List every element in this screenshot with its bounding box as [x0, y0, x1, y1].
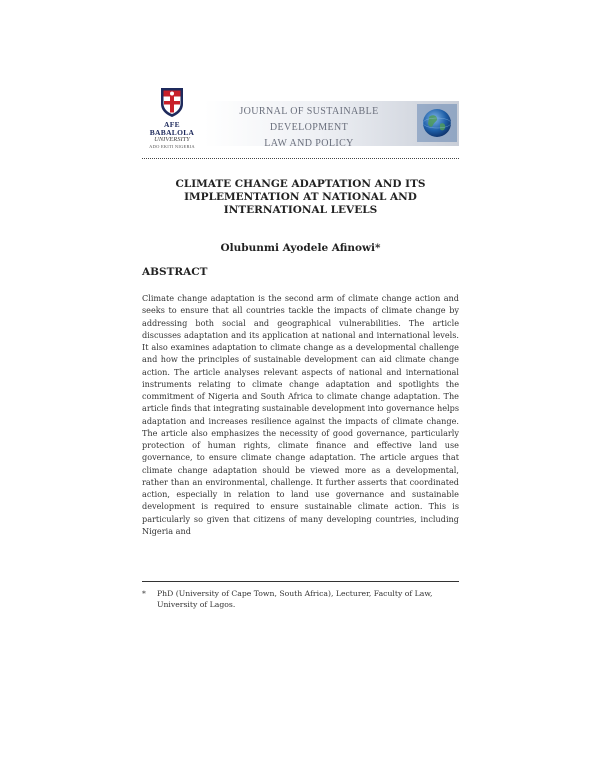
article-author: Olubunmi Ayodele Afinowi* [220, 242, 381, 254]
globe-icon [417, 104, 457, 142]
footnote-divider [142, 581, 459, 582]
header-divider [142, 158, 459, 159]
abstract-heading: ABSTRACT [142, 266, 208, 278]
university-subtitle: UNIVERSITY [154, 136, 190, 143]
journal-title [204, 104, 414, 152]
university-name: AFE BABALOLA [149, 120, 195, 137]
abstract-text: Climate change adaptation is the second arm of climate change action and seeks to ensure that all countries tackle the impacts of climate change by addressing both social and geographical vulnerabilities. The article discusses adaptation and its application at national and international levels. It also examines adaptation to climate change as a developmental challenge and how the principles of sustainable development can aid climate change action. The article analyses relevant aspects of national and international instruments relating to climate change adaptation and spotlights the commitment of Nigeria and South Africa to climate change adaptation. The article finds that integrating sustainable development into governance helps adaptation and increases resilience against the impacts of climate change. The article also emphasizes the necessity of good governance, particularly protection of human rights, climate finance and effective land use governance, to ensure climate change adaptation. The article argues that climate change adaptation should be viewed more as a developmental, rather than an environmental, challenge. It further asserts that coordinated action, especially in relation to land use governance and sustainable development is required to ensure sustainable climate action. This is particularly so given that citizens of many developing countries, including Nigeria and [142, 293, 459, 536]
university-location: ADO EKITI NIGERIA [149, 143, 195, 149]
journal-title-banner [204, 101, 459, 149]
article-title: CLIMATE CHANGE ADAPTATION AND ITS IMPLEMENTATION AT NATIONAL AND INTERNATIONAL LEVELS [175, 178, 426, 216]
university-crest-icon [159, 86, 185, 118]
journal-title-line-1: JOURNAL OF SUSTAINABLE DEVELOPMENT [239, 106, 379, 133]
footnote-text: PhD (University of Cape Town, South Africa), Lecturer, Faculty of Law, University of Lagos. [157, 589, 433, 609]
footnote [142, 588, 459, 610]
journal-header [142, 86, 459, 158]
university-logo [142, 86, 202, 154]
journal-title-line-2: LAW AND POLICY [264, 138, 354, 149]
footnote-mark: * [142, 589, 146, 598]
